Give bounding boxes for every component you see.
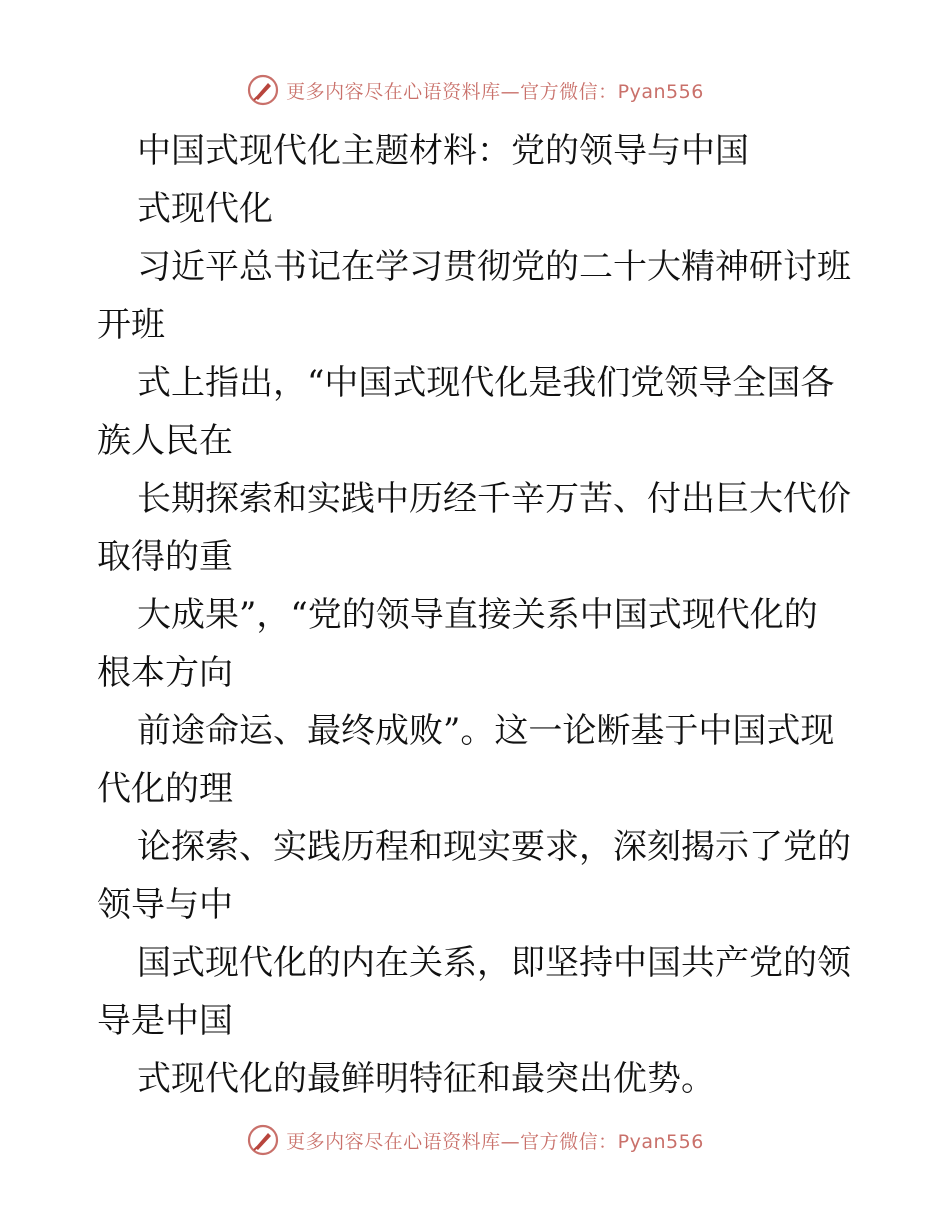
paragraph-line: 开班 [97, 305, 165, 345]
quill-logo-icon [246, 73, 280, 107]
paragraph-line: 论探索、实践历程和现实要求，深刻揭示了党的 [137, 827, 851, 867]
paragraph-line: 代化的理 [97, 769, 233, 809]
paragraph-line: 前途命运、最终成败”。这一论断基于中国式现 [137, 711, 835, 751]
paragraph-line: 取得的重 [97, 537, 233, 577]
document-body [97, 122, 857, 1108]
paragraph-line: 导是中国 [97, 1001, 233, 1041]
quill-logo-icon [246, 1123, 280, 1157]
footer-banner [0, 1120, 950, 1160]
paragraph-line: 式现代化的最鲜明特征和最突出优势。 [137, 1059, 715, 1099]
paragraph-line: 领导与中 [97, 885, 233, 925]
paragraph-line: 式上指出，“中国式现代化是我们党领导全国各 [137, 363, 835, 403]
paragraph-line: 族人民在 [97, 421, 233, 461]
paragraph-line: 习近平总书记在学习贯彻党的二十大精神研讨班 [137, 247, 851, 287]
footer-banner-text: 更多内容尽在心语资料库—官方微信：Pyan556 [286, 1130, 704, 1153]
paragraph-line: 大成果”，“党的领导直接关系中国式现代化的 [137, 595, 818, 635]
paragraph-line: 根本方向 [97, 653, 233, 693]
header-banner-text: 更多内容尽在心语资料库—官方微信：Pyan556 [286, 80, 704, 103]
title-line: 中国式现代化主题材料：党的领导与中国 [137, 131, 749, 171]
paragraph-line: 国式现代化的内在关系，即坚持中国共产党的领 [137, 943, 851, 983]
paragraph-line: 长期探索和实践中历经千辛万苦、付出巨大代价 [137, 479, 851, 519]
header-banner [0, 70, 950, 110]
title-line: 式现代化 [137, 189, 273, 229]
